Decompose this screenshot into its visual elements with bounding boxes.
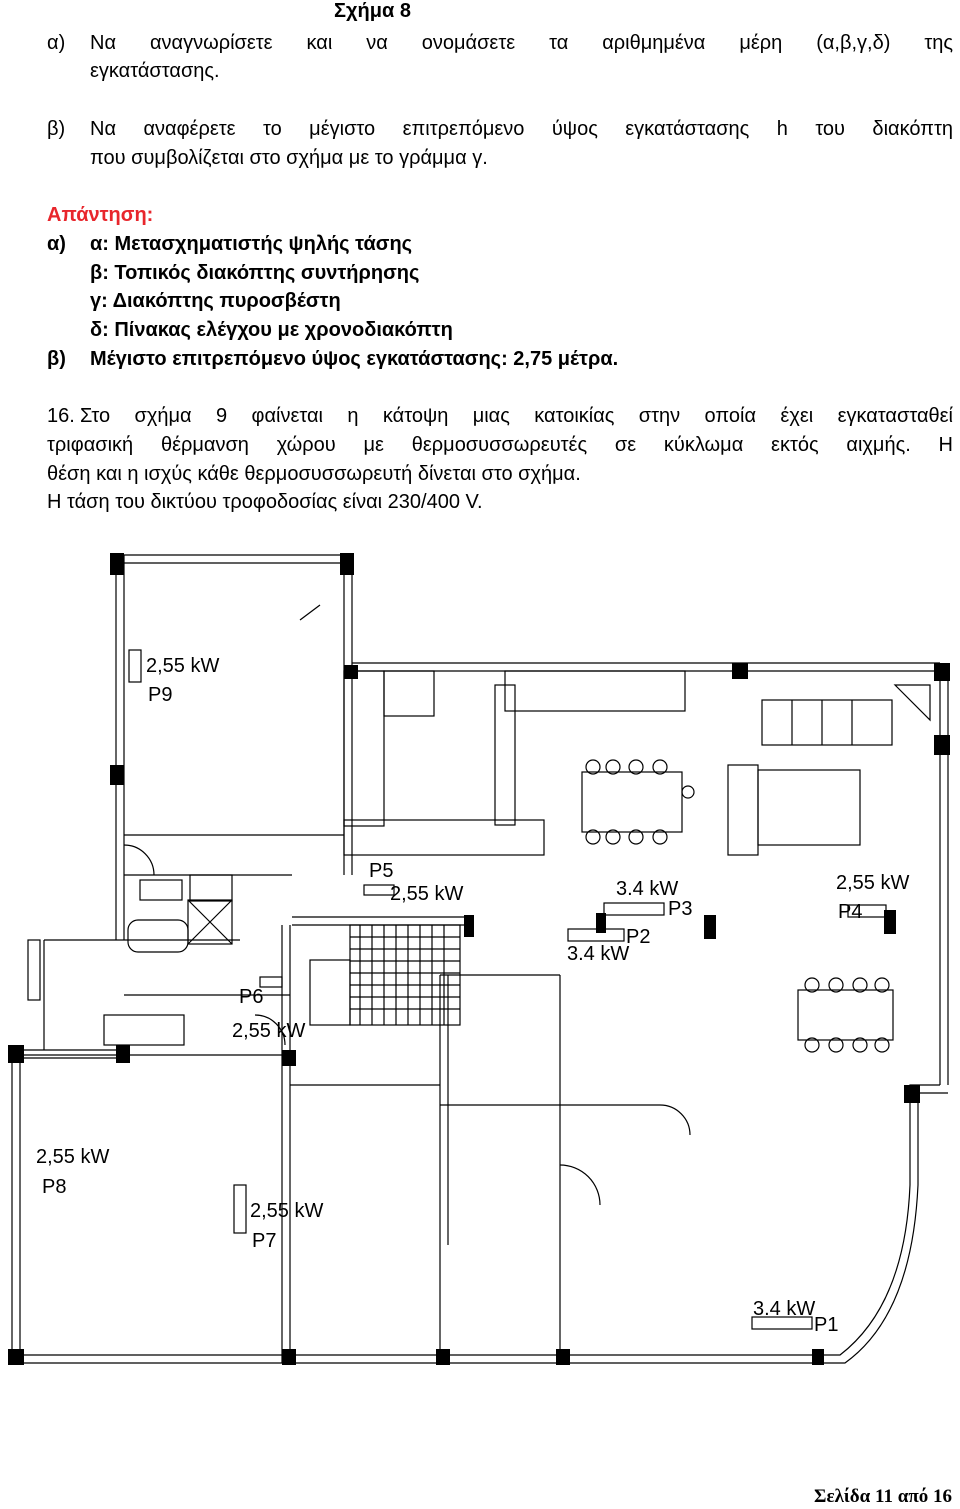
- p7-name: P7: [252, 1230, 277, 1252]
- p2-power: 3.4 kW: [567, 943, 630, 965]
- answer-b-label: β): [47, 348, 66, 370]
- p1-name: P1: [814, 1314, 839, 1336]
- p9-power: 2,55 kW: [146, 655, 220, 677]
- heater-p3: [604, 903, 664, 915]
- p9-name: P9: [148, 684, 173, 706]
- p3-power: 3.4 kW: [616, 878, 679, 900]
- p8-power: 2,55 kW: [36, 1146, 110, 1168]
- p5-name: P5: [369, 860, 394, 882]
- floor-plan: [0, 545, 960, 1365]
- question-b-label: β): [47, 118, 66, 140]
- answer-item-1: α: Μετασχηματιστής ψηλής τάσης: [90, 233, 413, 255]
- figure-title: Σχήμα 8: [334, 0, 411, 22]
- answer-a-label: α): [47, 233, 66, 255]
- exercise-line2: τριφασική θέρμανση χώρου με θερμοσυσσωρευτές σε κύκλωμα εκτός αιχμής. Η: [47, 434, 953, 456]
- heater-p7: [234, 1185, 246, 1233]
- question-a-text-line2: εγκατάστασης.: [90, 60, 220, 82]
- p5-power: 2,55 kW: [390, 883, 464, 905]
- page-footer: Σελίδα 11 από 16: [814, 1486, 952, 1507]
- heater-p8: [28, 940, 40, 1000]
- answer-b-text: Μέγιστο επιτρεπόμενο ύψος εγκατάστασης: 2,75 μέτρα.: [90, 348, 619, 370]
- answer-heading: Απάντηση:: [47, 204, 154, 226]
- exercise-line3: θέση και η ισχύς κάθε θερμοσυσσωρευτή δίνεται στο σχήμα.: [47, 463, 581, 485]
- p4-power: 2,55 kW: [836, 872, 910, 894]
- p4-name: P4: [838, 901, 863, 923]
- p2-name: P2: [626, 926, 651, 948]
- exercise-line1: Στο σχήμα 9 φαίνεται η κάτοψη μιας κατοικίας στην οποία έχει εγκατασταθεί: [80, 405, 953, 427]
- answer-item-2: β: Τοπικός διακόπτης συντήρησης: [90, 262, 420, 284]
- p8-name: P8: [42, 1176, 67, 1198]
- question-a-label: α): [47, 32, 66, 54]
- exercise-line4: Η τάση του δικτύου τροφοδοσίας είναι 230/400 V.: [47, 491, 483, 513]
- p1-power: 3.4 kW: [753, 1298, 816, 1320]
- heater-p9: [129, 650, 141, 682]
- question-b-text-line1: Να αναφέρετε το μέγιστο επιτρεπόμενο ύψος εγκατάστασης h του διακόπτη: [90, 118, 953, 140]
- p6-power: 2,55 kW: [232, 1020, 306, 1042]
- p3-name: P3: [668, 898, 693, 920]
- question-b-text-line2: που συμβολίζεται στο σχήμα με το γράμμα γ.: [90, 147, 488, 169]
- exercise-number: 16.: [47, 405, 75, 427]
- p7-power: 2,55 kW: [250, 1200, 324, 1222]
- question-a-text-line1: Να αναγνωρίσετε και να ονομάσετε τα αριθμημένα μέρη (α,β,γ,δ) της: [90, 32, 953, 54]
- p6-name: P6: [239, 986, 264, 1008]
- answer-item-3: γ: Διακόπτης πυροσβέστη: [90, 290, 341, 312]
- answer-item-4: δ: Πίνακας ελέγχου με χρονοδιακόπτη: [90, 319, 453, 341]
